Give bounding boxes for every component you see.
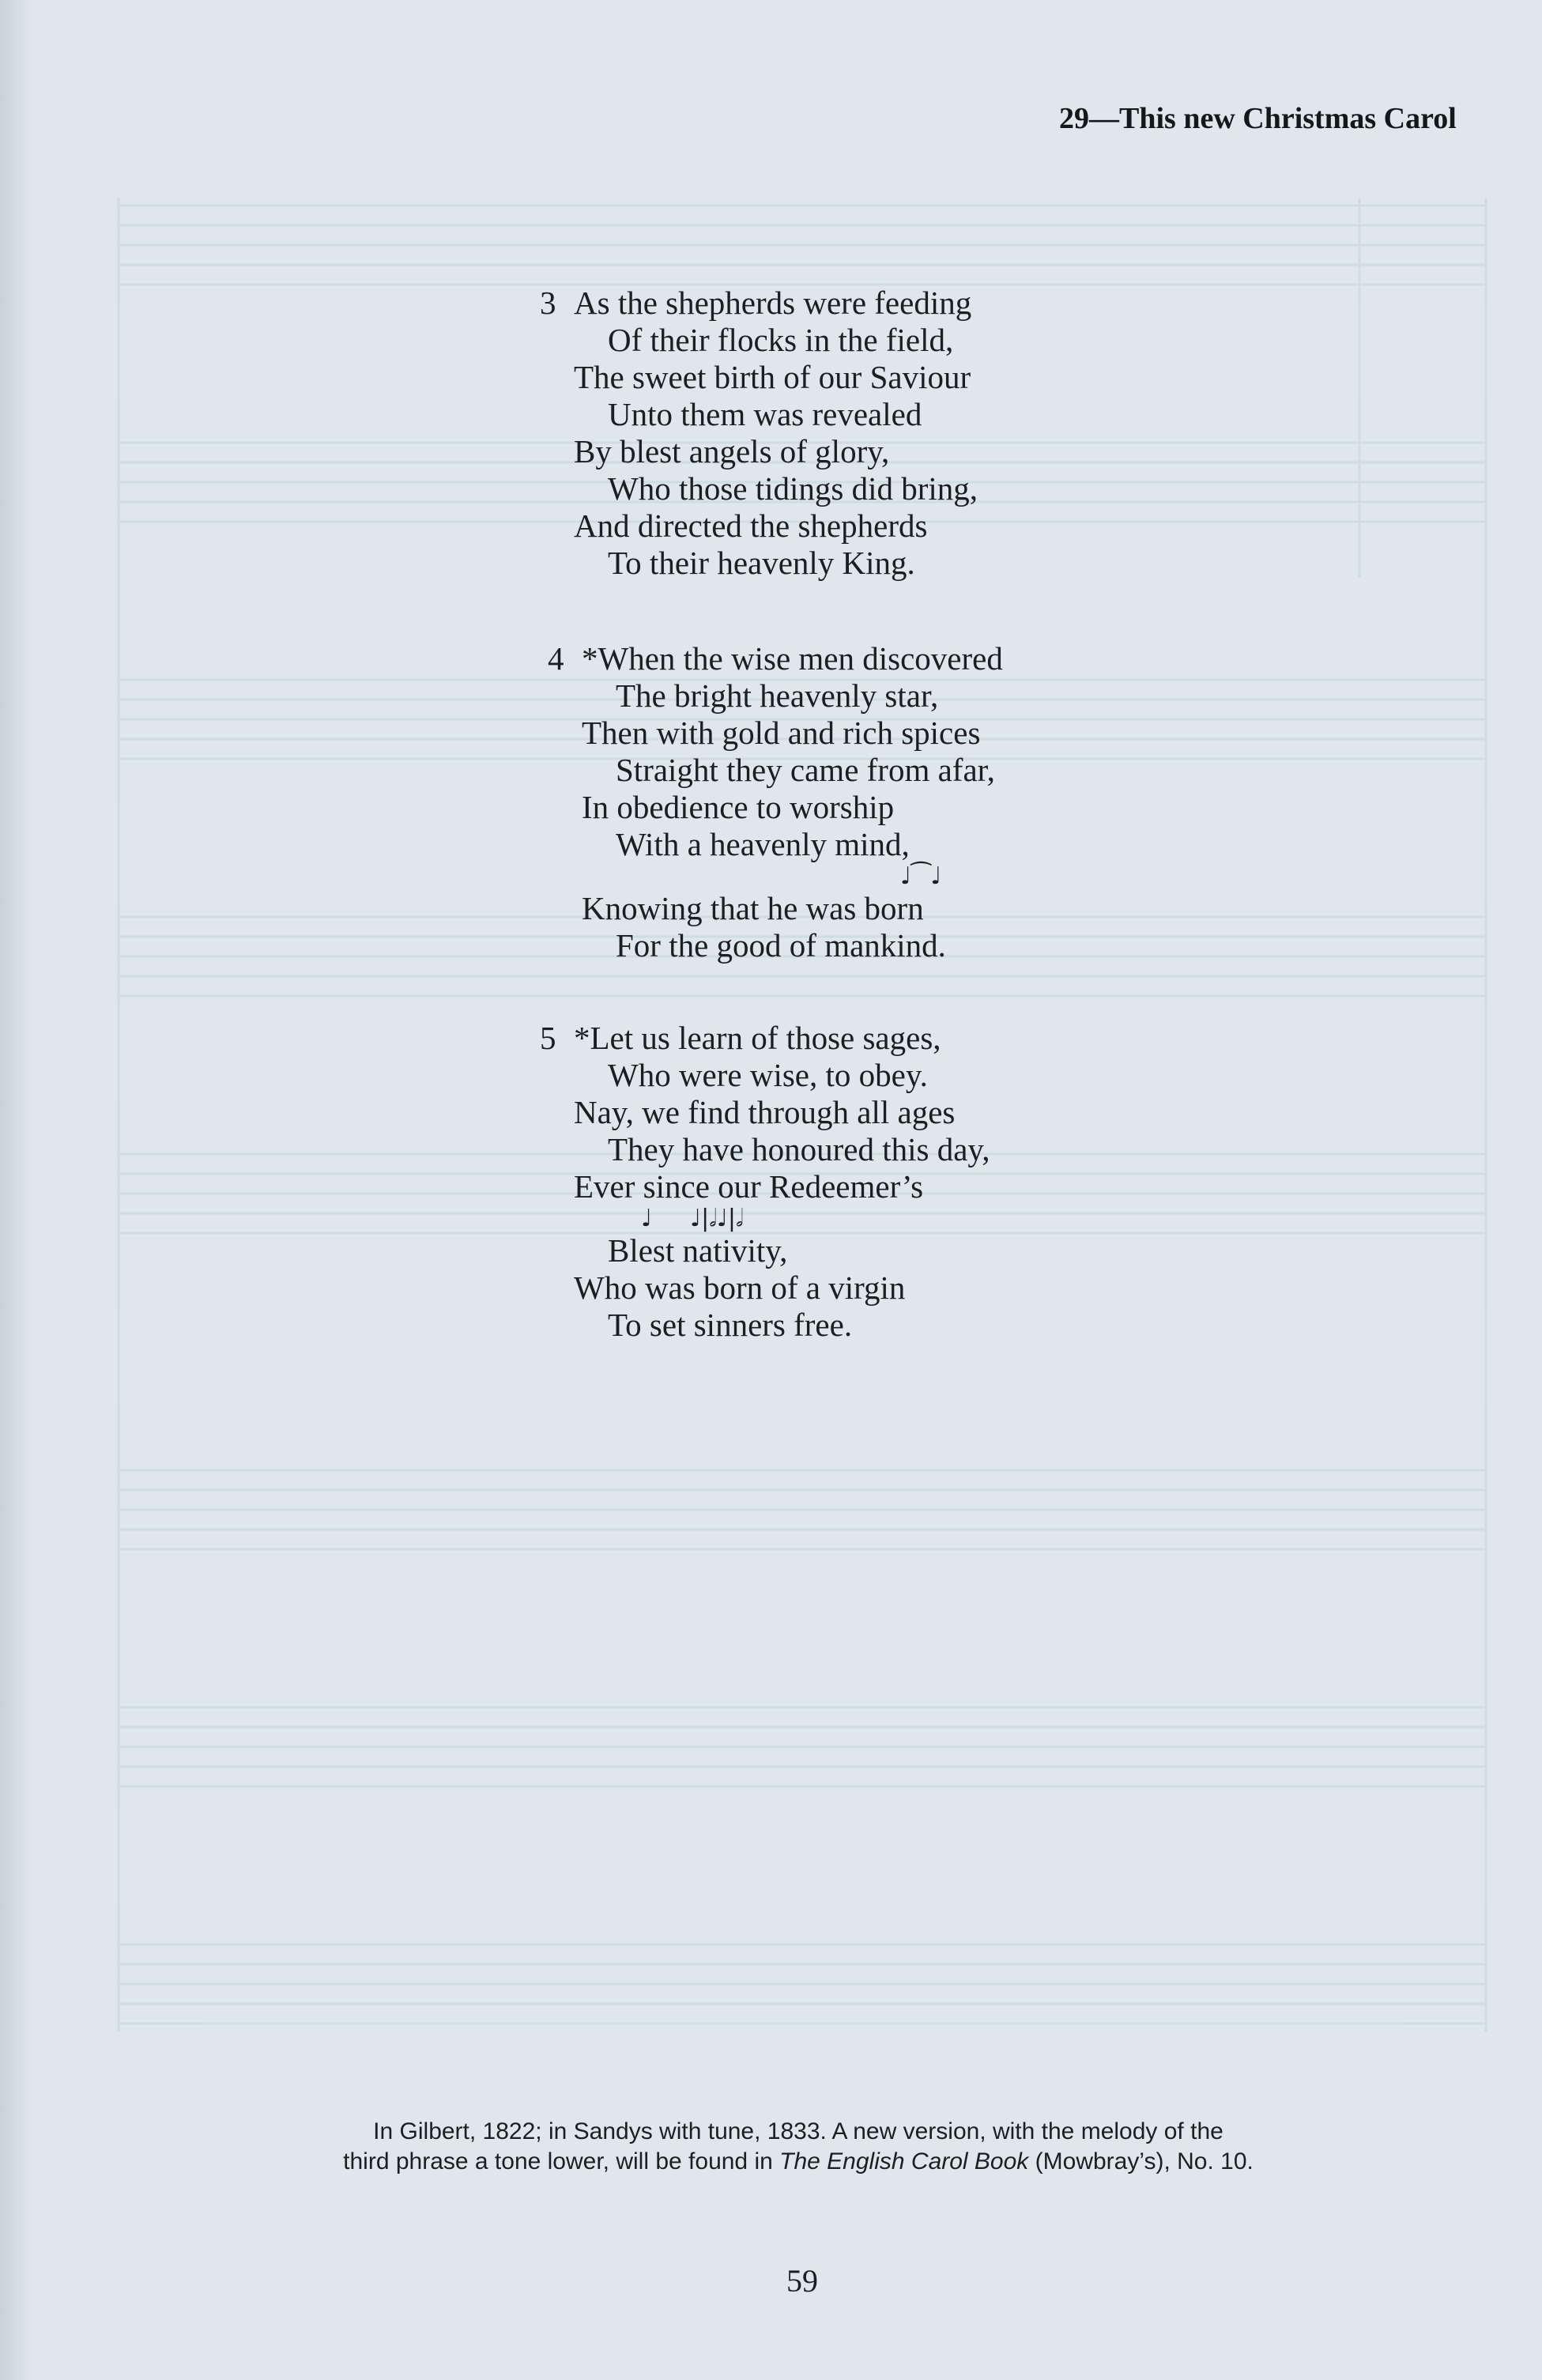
verse-text: Who was born of a virgin [574,1269,906,1306]
footnote-text: (Mowbray’s), No. 10. [1028,2148,1254,2174]
verse-number: 4 [548,640,564,677]
footnote-line [229,2147,1367,2177]
verse-text: Of their flocks in the field, [608,322,954,358]
page-number: 59 [786,2263,818,2299]
verse-text: And directed the shepherds [574,507,928,544]
verse-text: In obedience to worship [582,789,895,825]
verse-text: The sweet birth of our Saviour [574,359,971,395]
verse-text: *When the wise men discovered [582,640,1003,677]
verse-text: Unto them was revealed [608,396,922,432]
verse-text: They have honoured this day, [608,1131,990,1167]
book-title: The English Carol Book [779,2148,1029,2174]
verse-text: Knowing that he was born [582,890,924,926]
verse-text: By blest angels of glory, [574,433,890,470]
footnote-line: In Gilbert, 1822; in Sandys with tune, 1833. A new version, with the melody of the [373,2118,1223,2144]
verse-text: With a heavenly mind, [616,826,910,862]
verse-number: 3 [540,285,556,321]
verse-text: *Let us learn of those sages, [574,1020,941,1056]
note-rhythm-icon: ♩|𝅗𝅥♩|𝅗𝅥 [690,1205,744,1232]
verse-text: To their heavenly King. [608,545,915,581]
running-head: 29—This new Christmas Carol [1059,102,1457,135]
verse-text: For the good of mankind. [616,927,946,964]
verse-text: As the shepherds were feeding [574,285,972,321]
footnote [229,2117,1367,2177]
verse-text: Straight they came from afar, [616,752,995,788]
page-binding-shadow [0,0,32,2380]
verse-text: To set sinners free. [608,1307,853,1343]
footnote-text: third phrase a tone lower, will be found in [343,2148,780,2174]
quarter-note-icon: ♩ [641,1205,653,1232]
verse-text: Then with gold and rich spices [582,715,981,751]
verse-text: Nay, we find through all ages [574,1094,956,1130]
verse-text: Ever since our Redeemer’s [574,1168,924,1205]
verse-text: Who were wise, to obey. [608,1057,928,1093]
verse-text: Blest nativity, [608,1232,788,1269]
verse-number: 5 [540,1020,556,1056]
tied-notes-icon: ♩⁀♩ [900,862,942,890]
verse-text: Who those tidings did bring, [608,470,978,507]
verse-text: The bright heavenly star, [616,677,939,714]
